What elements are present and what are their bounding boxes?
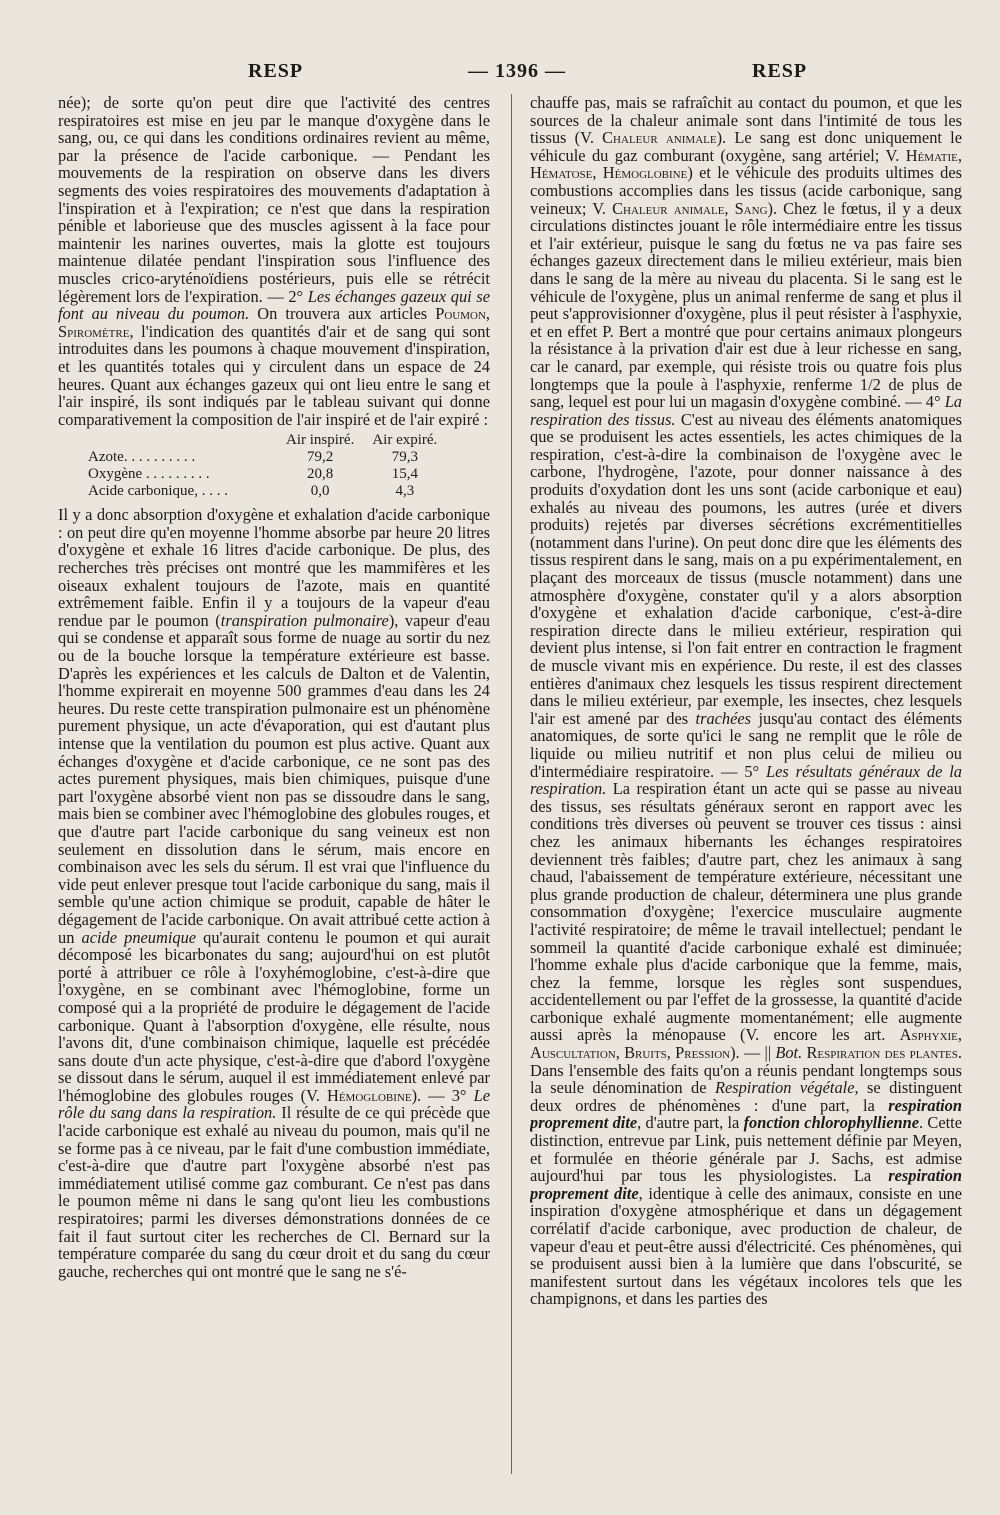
column-header: Air expiré. (372, 432, 438, 449)
left-paragraph-1 (58, 94, 490, 428)
italic-term: trachées (695, 708, 752, 728)
text-run: ), vapeur d'eau qui se condense et apparaît sous forme de nuage au sortir du nez ou de la bouche lorsque la température extérieure est basse. D'après les expériences et les calculs de Dalton et de Valentin, l'homme expirerait en moyenne 500 grammes d'eau dans les 24 heures. Du reste cette transpiration pulmonaire est un phénomène purement physique, un acte d'évaporation, qui est d'autant plus intense que la ventilation du poumon est plus active. Quant aux échanges d'oxygène et d'acide carbonique, ce ne sont pas des actes purement physiques, mais bien chimiques, puisque d'une part l'oxygène absorbé vient non pas se dissoudre dans le sang, mais bien se combiner avec l'hémoglobine des globules rouges, et que d'autre part l'acide carbonique du sang veineux est non seulement en dissolution dans le sérum, mais encore en combinaison avec les sels du sérum. Il est vrai que l'influence du vide peut enlever presque tout l'acide carbonique du sang, mais il semble qu'une action chimique se produit, capable de hâter le dégagement de l'acide carbonique. On avait attribué cette action à un (58, 610, 490, 947)
italic-term: transpiration pulmonaire (220, 610, 389, 630)
text-run: La respiration étant un acte qui se passe au niveau des tissus, ses résultats généraux seront en rapport avec les conditions très diverses où peuvent se trouver ces tissus : ainsi chez les animaux hibernants les échanges respiratoires deviennent très faibles; d'autre part, chez les animaux à sang chaud, l'abaissement de température extérieure, nécessitant une plus grande production de chaleur, déterminera une plus grande consommation d'oxygène; l'exercice musculaire augmente l'activité respiratoire; de même le travail intellectuel; pendant le sommeil la quantité d'acide carbonique exhalé est diminuée; l'homme exhale plus d'acide carbonique que la femme, mais, chez la femme, lorsque les règles sont suspendues, accidentellement ou par l'effet de la grossesse, la quantité d'acide carbonique exhalé augmente momentanément; elle augmente aussi après la ménopause (V. encore les art. (530, 779, 962, 1045)
gas-composition-table (88, 432, 437, 500)
right-column (530, 94, 962, 1479)
cell-value: 79,2 (307, 449, 334, 466)
row-label: Acide carbonique, . . . . (88, 483, 228, 500)
text-run: ). — || (730, 1043, 776, 1063)
text-run: ). — 3° (411, 1085, 474, 1105)
text-run: . Cette distinction, entrevue par Link, puis nettement définie par Meyen, et formulée en théorie générale par J. Sachs, est admise aujourd'hui par tous les physiologistes. La (530, 1113, 962, 1186)
page-number: — 1396 — (468, 60, 566, 82)
text-run: , d'autre part, la (637, 1113, 744, 1133)
italic-term: acide pneumique (81, 927, 197, 947)
column-header: Air inspiré. (286, 432, 355, 449)
text-run: , l'indication des quantités d'air et de sang qui sont introduites dans les poumons à chaque mouvement d'inspiration, et les quantités totales qui y circulent dans un espace de 24 heures. Quant aux échanges gazeux qui ont lieu entre le sang et l'air inspiré, ils sont indiqués par le tableau suivant qui donne comparativement la composition de l'air inspiré et de l'air expiré : (58, 321, 490, 429)
text-run: , se distinguent deux ordres de phénomènes : d'une part, la (530, 1078, 962, 1115)
running-head-left: RESP (248, 60, 304, 82)
italic-term: Respiration végétale (714, 1078, 855, 1098)
text-run: née); de sorte qu'on peut dire que l'activité des centres respiratoires est mise en jeu par le manque d'oxygène dans le sang, ou, ce qui dans les conditions ordinaires revient au même, par la présence de l'acide carbonique. — Pendant les mouvements de la respiration on observe dans les divers segments des voies respiratoires des mouvements d'adaptation à l'inspiration et à l'expiration; ce n'est que dans la respiration pénible et laborieuse que des muscles agissent à la face pour maintenir les narines ouvertes, mais la glotte est toujours maintenue dilatée pendant l'inspiration sous l'influence des muscles crico-aryténoïdiens postérieurs, puis elle se rétrécit légèrement lors de l'expiration. — 2° (58, 94, 490, 306)
text-run: jusqu'au contact des éléments anatomiques, de sorte qu'ici le sang ne remplit que le rôle de liquide ou milieu nutritif et non plus celui de milieu ou d'intermédiaire respiratoire. — 5° (530, 708, 962, 781)
cross-reference: Poumon, Spiromètre (58, 304, 490, 341)
left-column (58, 94, 490, 1479)
column-divider (511, 94, 512, 1474)
row-label: Azote. . . . . . . . . . (88, 449, 196, 466)
cell-value: 20,8 (307, 466, 334, 483)
cross-reference: Chaleur animale, Sang (612, 198, 768, 218)
running-head-right: RESP (752, 60, 808, 82)
text-run: ). Le sang est donc uniquement le véhicule du gaz comburant (oxygène, sang artériel; V. (530, 128, 962, 165)
cross-reference: Chaleur animale (602, 128, 717, 148)
text-run: On trouvera aux articles (249, 304, 436, 324)
text-run: . Dans l'ensemble des faits qu'on a réunis pendant longtemps sous la seule dénomination de (530, 1043, 962, 1098)
cross-reference: Hémoglobine (327, 1085, 412, 1105)
cross-reference: Hématie, Hématose, Hémoglobine (530, 145, 962, 183)
row-label: Oxygène . . . . . . . . . (88, 466, 210, 483)
text-run: chauffe pas, mais se rafraîchit au contact du poumon, et que les sources de la chaleur animale sont dans l'intimité de tous les tissus (V. (530, 94, 962, 148)
cross-reference: Asphyxie, Auscultation, Bruits, Pression (530, 1025, 962, 1063)
section-heading-4: La respiration des tissus. (530, 392, 962, 429)
bold-italic-term: respiration proprement dite (530, 1166, 962, 1203)
table-row (88, 483, 437, 500)
subentry-heading: Respiration des plantes (806, 1043, 958, 1063)
table-header-row (88, 432, 437, 449)
right-paragraph-1 (530, 94, 962, 1308)
cell-value: 0,0 (310, 483, 330, 500)
table-row (88, 449, 437, 466)
text-run: C'est au niveau des éléments anatomiques que se produisent les actes essentiels, les actes chimiques de la respiration, c'est-à-dire la combinaison de l'oxygène avec le carbone, l'hydrogène, l'azote, pour donner naissance à des produits d'oxydation dont les uns sont (acide carbonique et eau) exhalés au niveau des poumons, les autres (urée et divers produits) rejetés par diverses sécrétions excrémentitielles (notamment dans l'urine). On peut donc dire que les éléments des tissus respirent dans le sang, mais on a pu expérimentalement, en plaçant des morceaux de tissus (muscle notamment) dans une atmosphère d'oxygène, constater qu'il y a alors absorption d'oxygène et exhalation d'acide carbonique, c'est-à-dire respiration directe dans le milieu extérieur, respiration qui devient plus intense, si l'on fait entrer en contraction le fragment de muscle vivant mis en expérience. Du reste, il est des classes entières d'animaux chez lesquels les tissus respirent directement dans le milieu extérieur, par exemple, les insectes, chez lesquels l'air est amené par des (530, 409, 962, 728)
cell-value: 79,3 (391, 449, 418, 466)
table-row (88, 466, 437, 483)
bold-italic-term: respiration proprement dite (530, 1095, 962, 1133)
bold-italic-term: fonction chlorophyllienne (743, 1113, 920, 1133)
text-run: Il y a donc absorption d'oxygène et exhalation d'acide carbonique : on peut dire qu'en moyenne l'homme absorbe par heure 20 litres d'oxygène et exhale 16 litres d'acide carbonique. De plus, des recherches très précises ont montré que les mammifères et les oiseaux exhalent toujours de l'azote, mais en quantité extrêmement faible. Enfin il y a toujours de la vapeur d'eau rendue par le poumon ( (58, 505, 490, 630)
section-heading-2: Les échanges gazeux qui se font au niveau du poumon. (58, 286, 490, 324)
left-paragraph-2 (58, 506, 490, 1280)
text-run: ). Chez le fœtus, il y a deux circulations distinctes jouant le rôle intermédiaire entre les tissus et l'air extérieur, puisque le sang du fœtus ne va pas faire ses échanges gazeux directement dans le milieu extérieur, mais bien dans le sang de la mère au niveau du placenta. Si le sang est le véhicule de l'oxygène, plus un animal renferme de sang et plus il peut s'approvisionner d'oxygène, plus il peut résister à l'asphyxie, et en effet P. Bert a montré que pour certains animaux plongeurs la résistance à la privation d'air est due à leur richesse en sang, car le canard, par exemple, qui résiste trois ou quatre fois plus longtemps que la poule à l'asphyxie, renferme 1/2 de plus de sang, lequel est pour lui un magasin d'oxygène combiné. — 4° (530, 198, 962, 412)
cell-value: 15,4 (391, 466, 418, 483)
cell-value: 4,3 (395, 483, 415, 500)
section-heading-5: Les résultats généraux de la respiration. (530, 761, 962, 799)
section-heading-3: Le rôle du sang dans la respiration. (58, 1085, 490, 1123)
botany-label: Bot. (775, 1043, 803, 1063)
text-run: qu'aurait contenu le poumon et qui aurait décomposé les bicarbonates du sang; aujourd'hui on est plutôt porté à attribuer ce rôle à l'oxyhémoglobine, c'est-à-dire que l'oxygène, en se combinant avec l'hémoglobine, forme un composé qui a la propriété de produire le dégagement de l'acide carbonique. Quant à l'absorption d'oxygène, elle résulte, nous l'avons dit, d'une combinaison chimique, laquelle est précédée sans doute d'un acte physique, c'est-à-dire que d'abord l'oxygène se dissout dans le sérum, auquel il est immédiatement enlevé par l'hémoglobine des globules rouges (V. (58, 927, 490, 1105)
text-run: ) et le véhicule des produits ultimes des combustions accomplies dans les tissus (acide carbonique, sang veineux; V. (530, 163, 962, 218)
text-run: , identique à celle des animaux, consiste en une inspiration d'oxygène atmosphérique et dans un dégagement corrélatif d'acide carbonique, avec production de chaleur, de vapeur d'eau et peut-être aussi d'électricité. Ces phénomènes, qui se produisent aussi bien à la lumière que dans l'obscurité, se manifestent surtout dans les végétaux incolores tels que les champignons, et dans les parties des (530, 1183, 962, 1309)
text-run: Il résulte de ce qui précède que l'acide carbonique est exhalé au niveau du poumon, mais qu'il ne se forme pas à ce niveau, par le fait d'une combustion immédiate, c'est-à-dire que d'autre part l'oxygène absorbé n'est pas immédiatement utilisé comme gaz comburant. Ce n'est pas dans le poumon même ni dans le sang qu'ont lieu les combustions respiratoires; parmi les diverses démonstrations données de ce fait il faut surtout citer les recherches de Cl. Bernard sur la température comparée du sang du cœur droit et du sang du cœur gauche, recherches qui ont montré que le sang ne s'é- (58, 1103, 490, 1281)
